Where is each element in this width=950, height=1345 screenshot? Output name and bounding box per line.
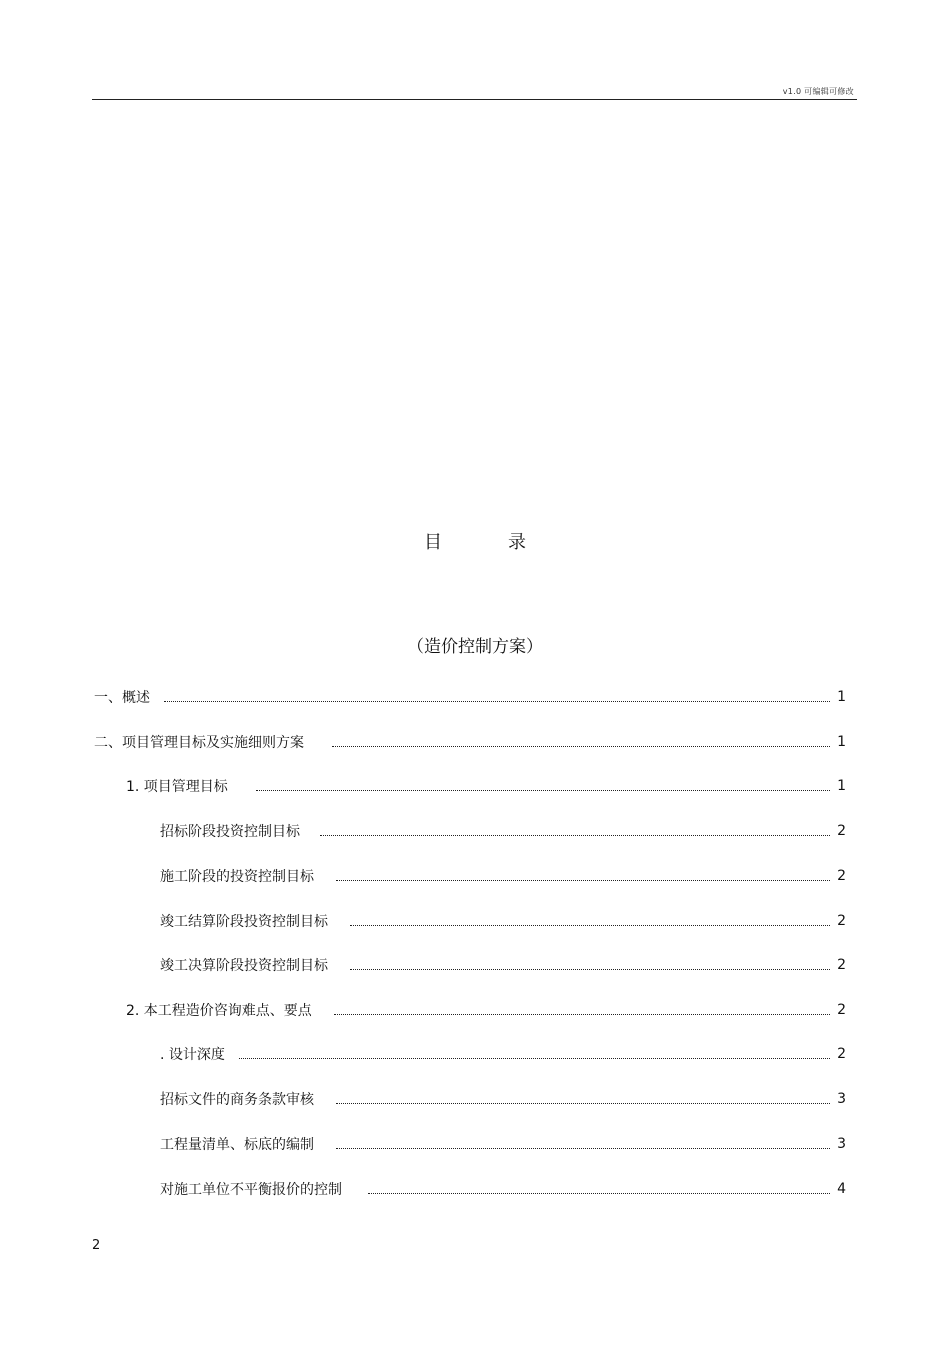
toc-leader-dots: [336, 1102, 830, 1104]
toc-entry-label: 施工阶段的投资控制目标: [160, 869, 314, 885]
toc-entry[interactable]: [160, 908, 846, 934]
toc-entry-page: 3: [837, 1136, 846, 1152]
toc-entry-page: 2: [837, 823, 846, 839]
toc-entry[interactable]: [160, 1086, 846, 1112]
toc-entry[interactable]: [160, 1041, 846, 1067]
toc-leader-dots: [368, 1192, 830, 1194]
toc-entry-label: 一、概述: [94, 690, 150, 706]
toc-entry-page: 2: [837, 1046, 846, 1062]
toc-title: [0, 528, 950, 554]
toc-entry-page: 3: [837, 1091, 846, 1107]
toc-entry-page: 1: [837, 734, 846, 750]
toc-entry-page: 2: [837, 957, 846, 973]
toc-entry[interactable]: [160, 818, 846, 844]
toc-entry-page: 1: [837, 689, 846, 705]
toc-entry-label: 二、项目管理目标及实施细则方案: [94, 735, 304, 751]
toc-entry-page: 4: [837, 1181, 846, 1197]
toc-subtitle: （造价控制方案）: [407, 637, 543, 657]
toc-leader-dots: [336, 1147, 830, 1149]
toc-leader-dots: [320, 834, 830, 836]
toc-entry[interactable]: [160, 952, 846, 978]
toc-entry-label: 竣工决算阶段投资控制目标: [160, 958, 328, 974]
toc-entry-page: 2: [837, 1002, 846, 1018]
toc-leader-dots: [164, 700, 830, 702]
header-note: v1.0 可编辑可修改: [782, 87, 854, 96]
toc-entry-page: 1: [837, 778, 846, 794]
toc-entry-label: 招标阶段投资控制目标: [160, 824, 300, 840]
toc-entry-label: 工程量清单、标底的编制: [160, 1137, 314, 1153]
toc-entry-label: 1. 项目管理目标: [126, 779, 228, 795]
toc-entry[interactable]: [160, 1176, 846, 1202]
toc-entry[interactable]: [160, 1131, 846, 1157]
toc-entry[interactable]: [126, 773, 846, 799]
toc-leader-dots: [332, 745, 830, 747]
toc-entry-label: 竣工结算阶段投资控制目标: [160, 914, 328, 930]
toc-leader-dots: [350, 968, 830, 970]
toc-entry-page: 2: [837, 868, 846, 884]
toc-leader-dots: [350, 924, 830, 926]
toc-entry[interactable]: [94, 729, 846, 755]
toc-leader-dots: [239, 1057, 830, 1059]
toc-leader-dots: [336, 879, 830, 881]
toc-leader-dots: [256, 789, 830, 791]
toc-leader-dots: [334, 1013, 830, 1015]
toc-entry-label: 2. 本工程造价咨询难点、要点: [126, 1003, 312, 1019]
toc-title-char-2: 录: [508, 532, 526, 553]
toc-entry-label: . 设计深度: [160, 1047, 225, 1063]
toc-entry[interactable]: [126, 997, 846, 1023]
page-number: 2: [92, 1238, 101, 1253]
toc-title-char-1: 目: [424, 532, 442, 553]
toc-entry-page: 2: [837, 913, 846, 929]
header-rule: [92, 99, 857, 100]
toc-entry[interactable]: [94, 684, 846, 710]
toc-entry-label: 对施工单位不平衡报价的控制: [160, 1182, 342, 1198]
toc-entry[interactable]: [160, 863, 846, 889]
toc-entry-label: 招标文件的商务条款审核: [160, 1092, 314, 1108]
